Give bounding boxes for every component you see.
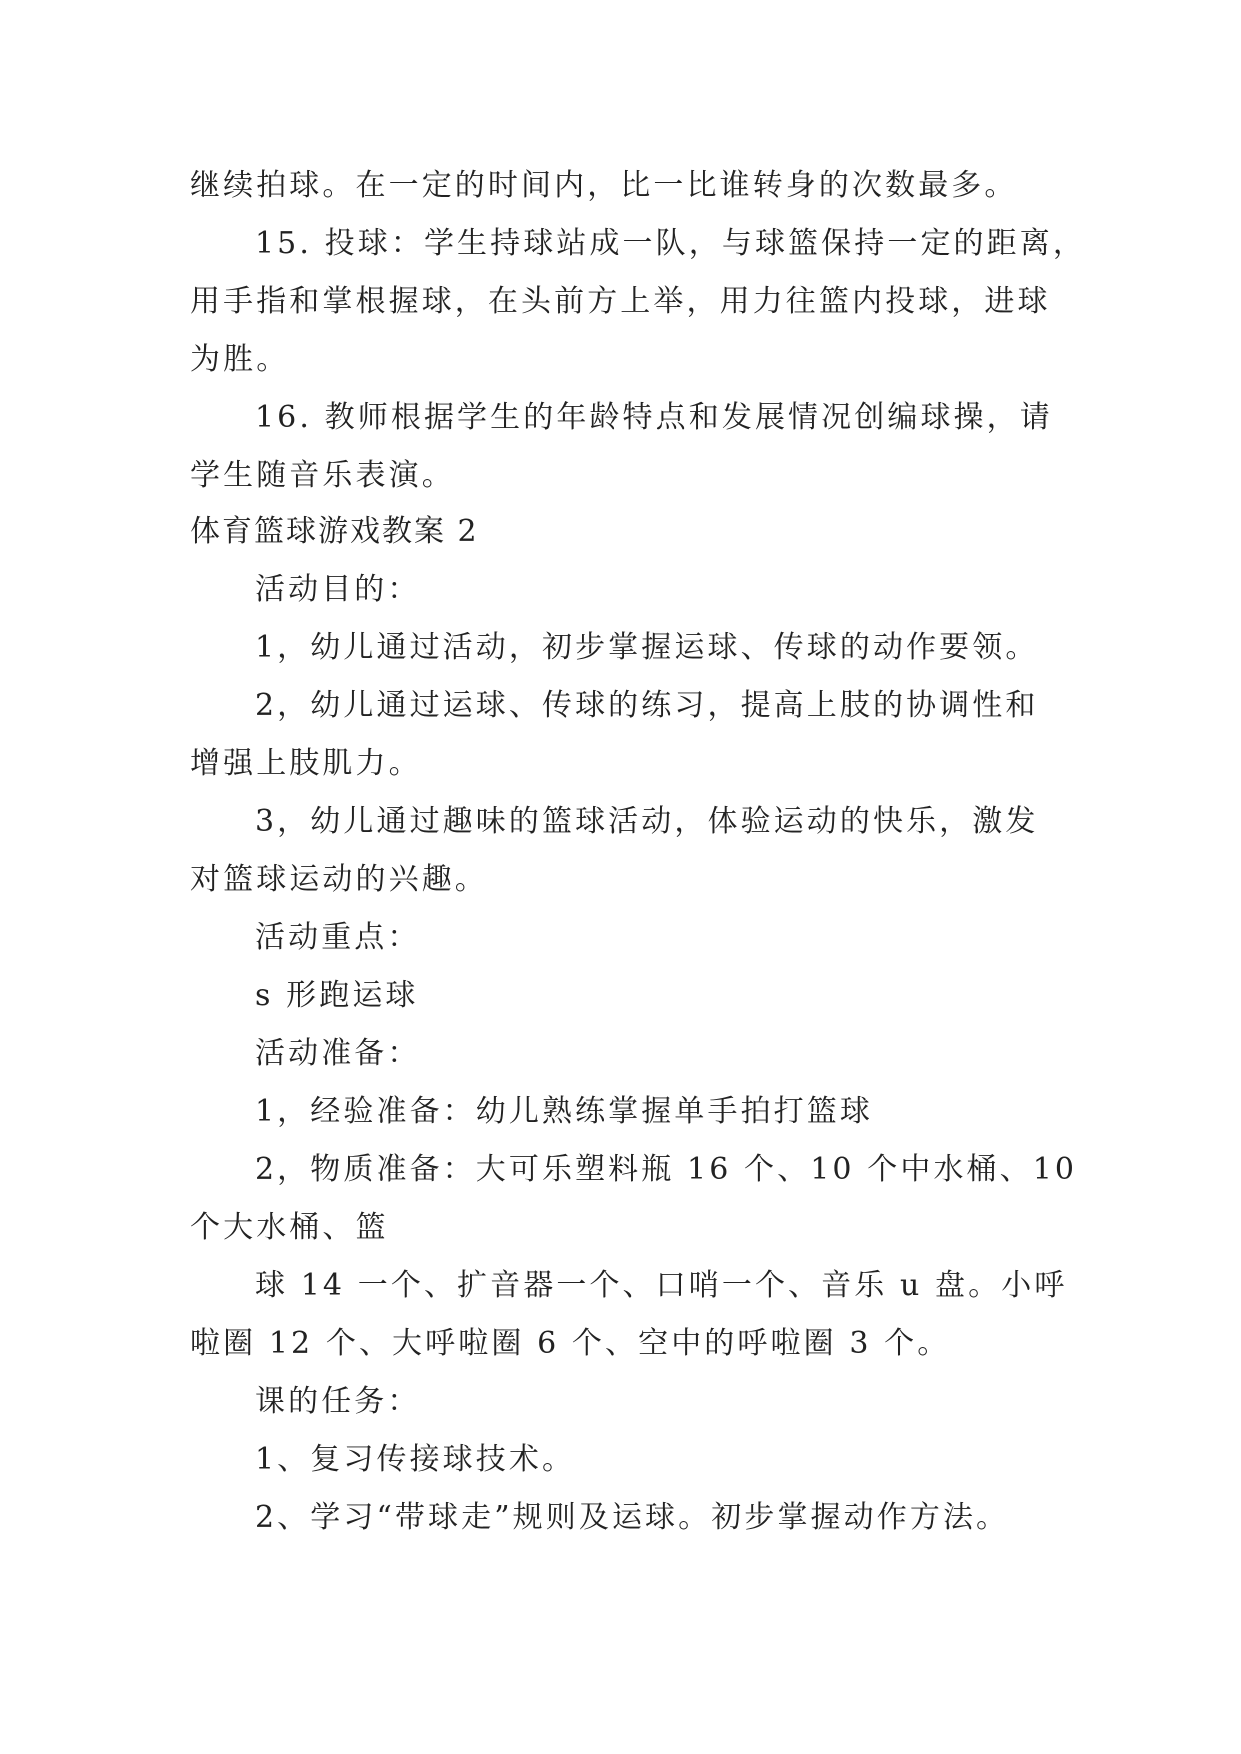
text-line: 用手指和掌根握球，在头前方上举，用力往篮内投球，进球 [190, 284, 1051, 319]
text-line: s 形跑运球 [255, 978, 419, 1013]
text-line: 16. 教师根据学生的年龄特点和发展情况创编球操，请 [255, 400, 1053, 435]
text-line: 学生随音乐表演。 [190, 458, 455, 493]
text-line: 15. 投球：学生持球站成一队，与球篮保持一定的距离， [255, 226, 1086, 261]
text-line: 2，幼儿通过运球、传球的练习，提高上肢的协调性和 [255, 688, 1039, 723]
text-line: 为胜。 [190, 342, 290, 377]
text-line: 个大水桶、篮 [190, 1210, 389, 1245]
text-line: 活动重点： [255, 920, 421, 955]
text-line: 活动准备： [255, 1036, 421, 1071]
text-line: 2，物质准备：大可乐塑料瓶 16 个、10 个中水桶、10 [255, 1152, 1078, 1187]
text-line: 3，幼儿通过趣味的篮球活动，体验运动的快乐，激发 [255, 804, 1039, 839]
text-line: 继续拍球。在一定的时间内，比一比谁转身的次数最多。 [190, 168, 1018, 203]
text-line: 1、复习传接球技术。 [255, 1442, 576, 1477]
text-line: 活动目的： [255, 572, 421, 607]
text-line: 1，经验准备：幼儿熟练掌握单手拍打篮球 [255, 1094, 873, 1129]
text-line: 啦圈 12 个、大呼啦圈 6 个、空中的呼啦圈 3 个。 [190, 1326, 951, 1361]
text-line: 对篮球运动的兴趣。 [190, 862, 488, 897]
section-heading: 体育篮球游戏教案 2 [190, 514, 479, 549]
text-line: 课的任务： [255, 1384, 421, 1419]
text-line: 1，幼儿通过活动，初步掌握运球、传球的动作要领。 [255, 630, 1039, 665]
text-line: 2、学习“带球走”规则及运球。初步掌握动作方法。 [255, 1500, 1010, 1535]
text-line: 增强上肢肌力。 [190, 746, 422, 781]
text-line: 球 14 一个、扩音器一个、口哨一个、音乐 u 盘。小呼 [255, 1268, 1068, 1303]
